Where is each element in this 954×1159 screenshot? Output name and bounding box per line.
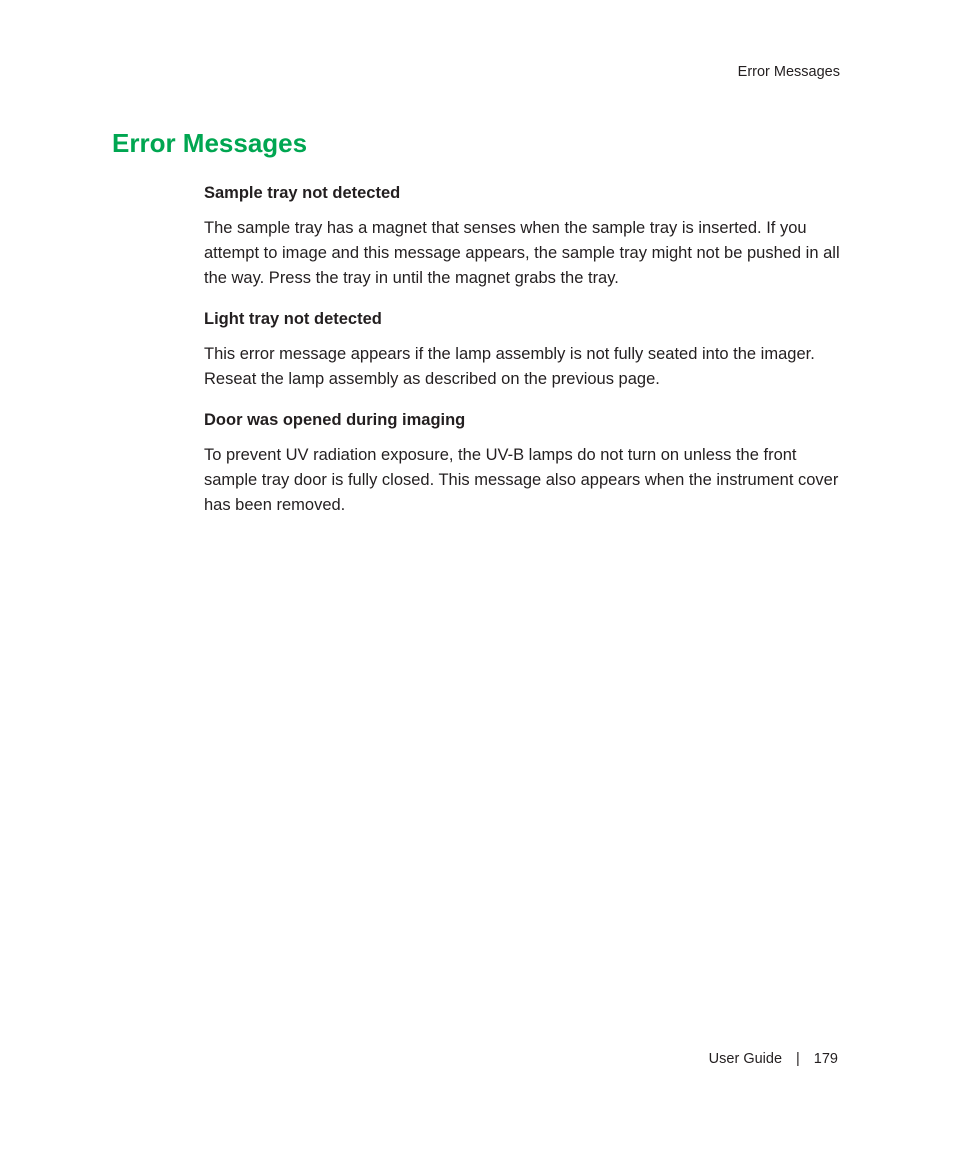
section-sample-tray [204,181,840,291]
running-header: Error Messages [737,64,840,80]
content-area [204,181,840,534]
section-body: To prevent UV radiation exposure, the UV-B lamps do not turn on unless the front sample tray door is fully closed. This message also appears when the instrument cover has been removed. [204,446,839,514]
section-light-tray [204,307,840,392]
section-heading: Door was opened during imaging [204,411,466,429]
footer-separator: | [796,1051,800,1067]
section-heading: Light tray not detected [204,310,382,328]
page-footer [709,1051,838,1067]
section-door-opened [204,408,840,518]
page-title: Error Messages [112,128,308,158]
section-body: The sample tray has a magnet that senses when the sample tray is inserted. If you attempt to image and this message appears, the sample tray might not be pushed in all the way. Press the tray in until the magnet grabs the tray. [204,219,840,287]
page-number: 179 [813,1051,838,1067]
section-body: This error message appears if the lamp assembly is not fully seated into the imager. Reseat the lamp assembly as described on the previous page. [204,345,815,388]
section-heading: Sample tray not detected [204,184,401,202]
footer-doc-name: User Guide [708,1051,783,1067]
